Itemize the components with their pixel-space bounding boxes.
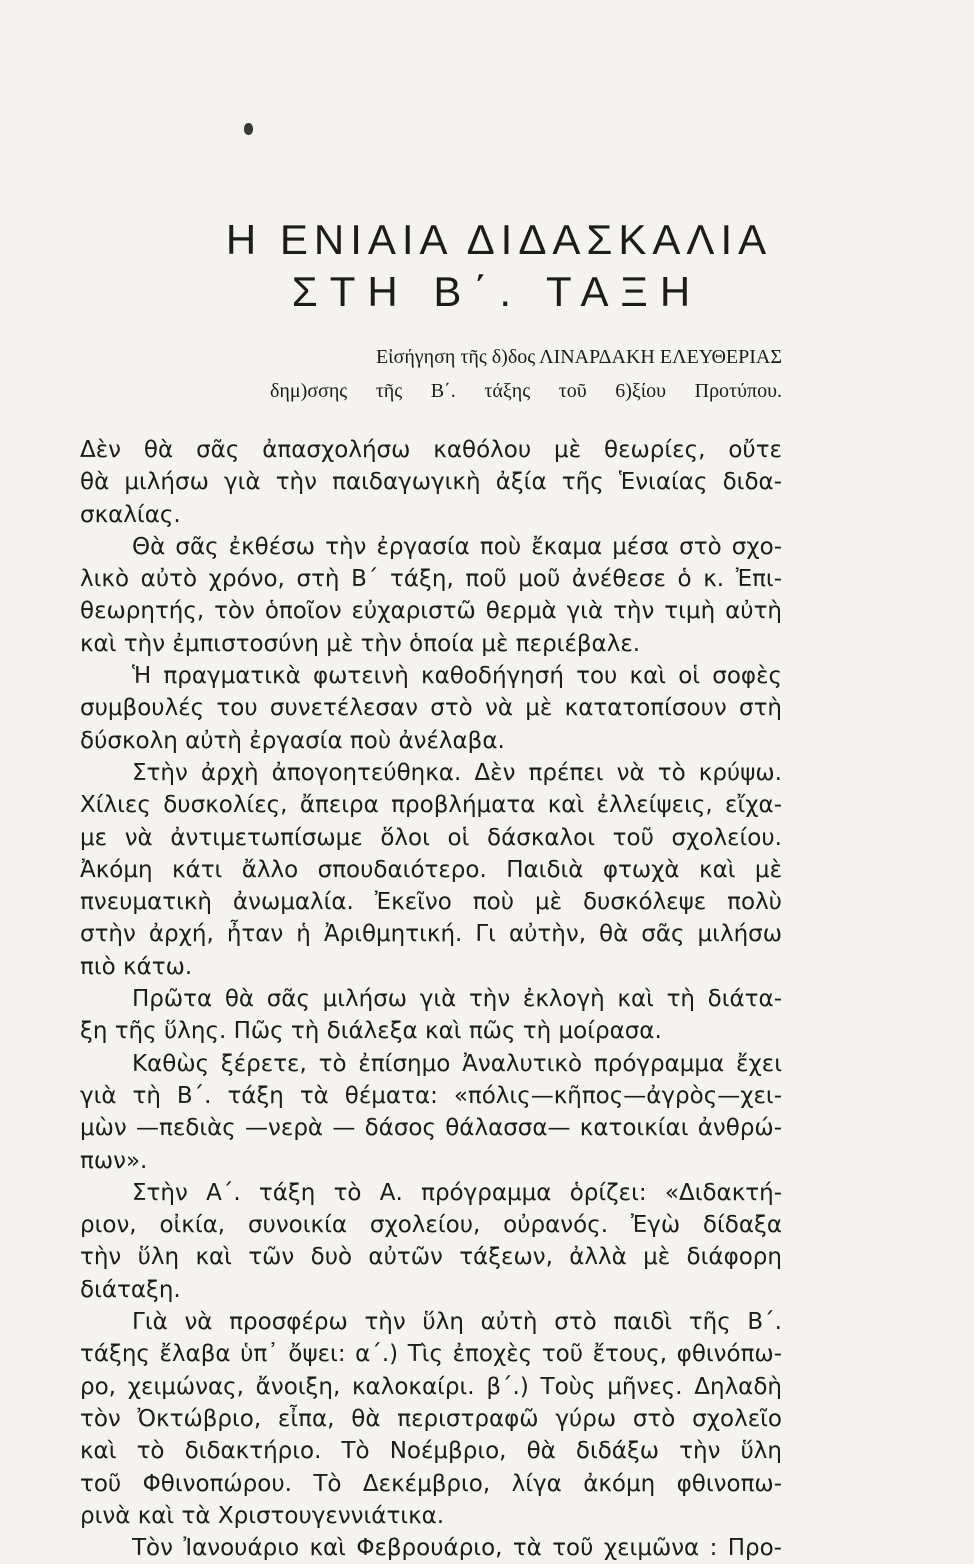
text-line: Στὴν ἀρχὴ ἀπογοητεύθηκα. Δὲν πρέπει νὰ τὸ κρύψω. xyxy=(132,759,782,786)
text-line: ριον, οἰκία, συνοικία σχολείου, οὐρανός. Ἐγὼ δίδαξα xyxy=(80,1212,782,1239)
text-line: τὴν ὕλη καὶ τῶν δυὸ αὐτῶν τάξεων, ἀλλὰ μὲ διάφορη xyxy=(80,1244,782,1271)
text-line: Γιὰ νὰ προσφέρω τὴν ὕλη αὐτὴ στὸ παιδὶ τῆς Β΄. xyxy=(132,1309,782,1336)
text-line: σκαλίας. xyxy=(80,501,181,528)
text-line: Δὲν θὰ σᾶς ἀπασχολήσω καθόλου μὲ θεωρίες, οὔτε xyxy=(80,437,782,463)
text-line: Ἀκόμη κάτι ἄλλο σπουδαιότερο. Παιδιὰ φτωχὰ καὶ μὲ xyxy=(80,856,782,883)
text-line: Χίλιες δυσκολίες, ἄπειρα προβλήματα καὶ ἐλλείψεις, εἴχα- xyxy=(80,792,782,819)
byline-author: Εἰσήγηση τῆς δ)δος ΛΙΝΑΡΔΑΚΗ ΕΛΕΥΘΕΡΙΑΣ xyxy=(375,346,782,368)
text-line: ξη τῆς ὕλης. Πῶς τὴ διάλεξα καὶ πῶς τὴ μοίρασα. xyxy=(80,1018,662,1045)
article-body xyxy=(80,434,782,1564)
text-line: τάξης ἔλαβα ὑπ᾿ ὄψει: α΄.) Τὶς ἐποχὲς τοῦ ἔτους, φθινόπω- xyxy=(80,1341,782,1368)
text-line: Ἡ πραγματικὰ φωτεινὴ καθοδήγησή του καὶ οἱ σοφὲς xyxy=(132,663,782,690)
text-line: Στὴν Α΄. τάξη τὸ Α. πρόγραμμα ὁρίζει: «Διδακτή- xyxy=(132,1179,782,1206)
text-line: τοῦ Φθινοπώρου. Τὸ Δεκέμβριο, λίγα ἀκόμη φθινοπω- xyxy=(80,1470,782,1497)
text-line: Καθὼς ξέρετε, τὸ ἐπίσημο Ἀναλυτικὸ πρόγραμμα ἔχει xyxy=(132,1050,782,1077)
text-line: γιὰ τὴ Β΄. τάξη τὰ θέματα: «πόλις—κῆπος—ἀγρὸς—χει- xyxy=(80,1082,782,1109)
text-line: λικὸ αὐτὸ χρόνο, στὴ Β΄ τάξη, ποῦ μοῦ ἀνέθεσε ὁ κ. Ἐπι- xyxy=(80,566,782,593)
text-line: πνευματικὴ ἀνωμαλία. Ἐκεῖνο ποὺ μὲ δυσκόλεψε πολὺ xyxy=(80,889,782,916)
title-line-1: Η ΕΝΙΑΙΑ ΔΙΔΑΣΚΑΛΙΑ xyxy=(225,216,773,263)
text-line: ρινὰ καὶ τὰ Χριστουγεννιάτικα. xyxy=(80,1502,445,1529)
text-line: καὶ τὴν ἐμπιστοσύνη μὲ τὴν ὁποία μὲ περιέβαλε. xyxy=(80,630,641,657)
text-line: Πρῶτα θὰ σᾶς μιλήσω γιὰ τὴν ἐκλογὴ καὶ τὴ διάτα- xyxy=(132,986,782,1013)
text-line: Θὰ σᾶς ἐκθέσω τὴν ἐργασία ποὺ ἔκαμα μέσα στὸ σχο- xyxy=(132,533,782,560)
text-line: τὸν Ὀκτώβριο, εἶπα, θὰ περιστραφῶ γύρω στὸ σχολεῖο xyxy=(80,1405,782,1432)
text-line: θὰ μιλήσω γιὰ τὴν παιδαγωγικὴ ἀξία τῆς Ἑνιαίας διδα- xyxy=(80,469,782,496)
text-line: μὼν —πεδιὰς —νερὰ — δάσος θάλασσα— κατοικίαι ἀνθρώ- xyxy=(80,1115,782,1142)
text-line: πιὸ κάτω. xyxy=(80,953,193,980)
text-line: συμβουλές του συνετέλεσαν στὸ νὰ μὲ κατατοπίσουν στὴ xyxy=(80,695,782,722)
text-line: στὴν ἀρχή, ἦταν ἡ Ἀριθμητική. Γι αὐτὴν, θὰ σᾶς μιλήσω xyxy=(80,921,782,948)
title-line-2: ΣΤΗ Β΄. ΤΑΞΗ xyxy=(291,268,703,315)
text-line: με νὰ ἀντιμετωπίσωμε ὅλοι οἱ δάσκαλοι τοῦ σχολείου. xyxy=(80,824,782,851)
text-line: δύσκολη αὐτὴ ἐργασία ποὺ ἀνέλαβα. xyxy=(80,727,505,754)
ink-speck xyxy=(244,123,253,135)
text-line: διάταξη. xyxy=(80,1276,181,1303)
text-line: πων». xyxy=(80,1147,148,1174)
text-line: Τὸν Ἰανουάριο καὶ Φεβρουάριο, τὰ τοῦ χειμῶνα : Προ- xyxy=(132,1535,782,1562)
text-line: ρο, χειμώνας, ἄνοιξη, καλοκαίρι. β΄.) Τοὺς μῆνες. Δηλαδὴ xyxy=(80,1373,782,1400)
byline-affiliation: δημ)σσης τῆς Β΄. τάξης τοῦ 6)ξίου Προτύπου. xyxy=(270,380,782,402)
text-line: καὶ τὸ διδακτήριο. Τὸ Νοέμβριο, θὰ διδάξω τὴν ὕλη xyxy=(80,1438,782,1465)
text-line: θεωρητής, τὸν ὁποῖον εὐχαριστῶ θερμὰ γιὰ τὴν τιμὴ αὐτὴ xyxy=(80,598,782,625)
